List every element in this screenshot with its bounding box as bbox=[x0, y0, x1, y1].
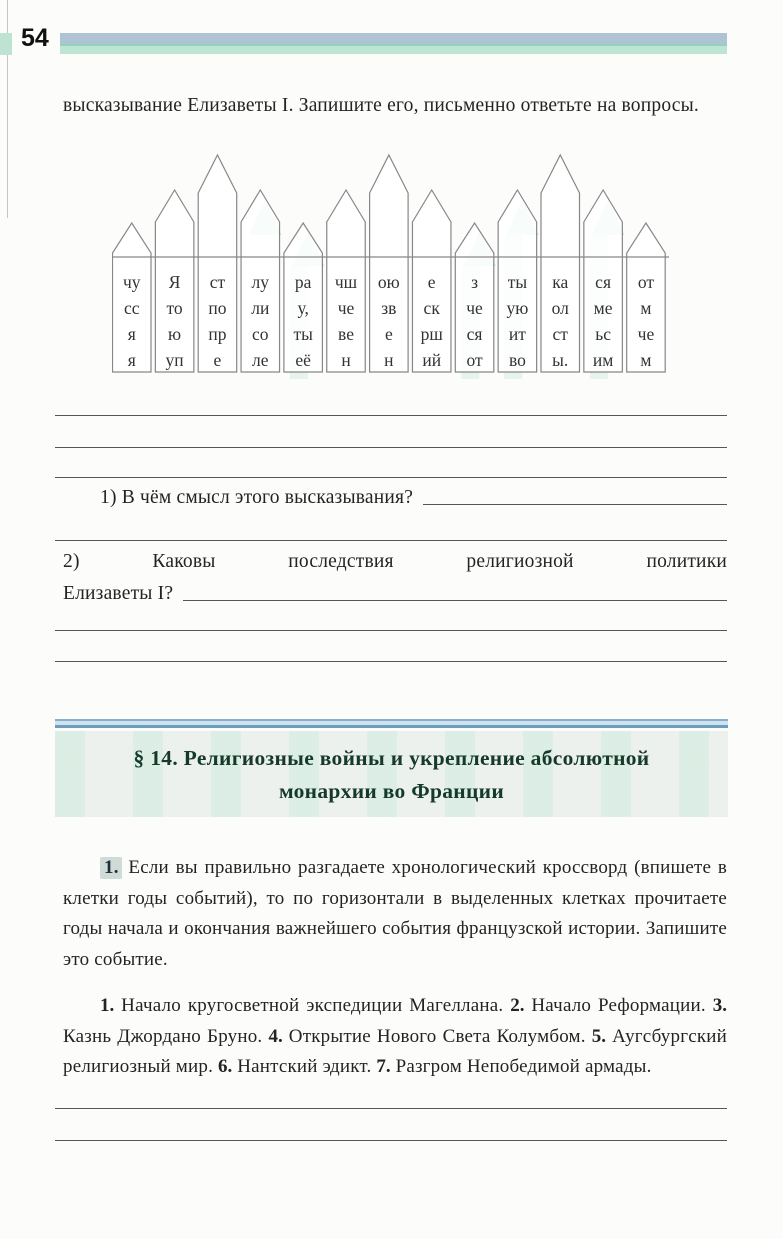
event-number: 7. bbox=[376, 1056, 391, 1077]
fence-cell: ст bbox=[209, 272, 226, 292]
answer-line[interactable] bbox=[423, 504, 727, 505]
fence-puzzle bbox=[112, 148, 670, 380]
question-1-row bbox=[100, 487, 727, 509]
fence-cell: чу bbox=[122, 272, 141, 292]
fence-cell: че bbox=[337, 298, 355, 318]
page-header-bar bbox=[60, 33, 727, 54]
event-number: 5. bbox=[591, 1025, 607, 1047]
fence-cell: я bbox=[127, 350, 136, 370]
fence-cell: сс bbox=[123, 298, 140, 318]
answer-line[interactable] bbox=[55, 447, 727, 448]
fence-cell: Я bbox=[168, 272, 181, 292]
task-text: Если вы правильно разгадаете хронологический кроссворд (впишете в клетки годы событий), то по горизонтали в выделенных клетках прочитаете годы начала и окончания важнейшего события французской истории. Запишите это событие. bbox=[63, 857, 727, 970]
fence-cell: чш bbox=[334, 272, 358, 292]
fence-cell: н bbox=[341, 350, 351, 370]
fence-cell: ра bbox=[294, 272, 312, 292]
fence-cell: ол bbox=[551, 298, 569, 318]
fence-cell: н bbox=[384, 350, 394, 370]
section-title: § 14. Религиозные войны и укрепление абсолютной монархии во Франции bbox=[133, 746, 650, 803]
event-number: 1. bbox=[100, 995, 115, 1016]
event-number: 4. bbox=[268, 1025, 283, 1047]
question-2-line1: 2) Каковы последствия религиозной политики bbox=[63, 551, 727, 572]
fence-cell: ий bbox=[422, 350, 442, 370]
event-number: 6. bbox=[218, 1056, 233, 1077]
question-1-label: 1) В чём смысл этого высказывания? bbox=[100, 487, 414, 508]
answer-line[interactable] bbox=[55, 630, 727, 631]
fence-cell: то bbox=[166, 298, 183, 318]
fence-cell: ся bbox=[595, 272, 612, 292]
fence-cell: им bbox=[592, 350, 614, 370]
fence-cell: я bbox=[127, 324, 136, 344]
answer-line[interactable] bbox=[183, 600, 727, 601]
fence-cell: зв bbox=[381, 298, 397, 318]
page-edge-tab bbox=[0, 33, 12, 55]
fence-cell: у, bbox=[297, 298, 309, 318]
fence-cell: ст bbox=[552, 324, 568, 344]
fence-cell: м bbox=[640, 298, 652, 318]
intro-paragraph: высказывание Елизаветы I. Запишите его, письменно ответьте на вопросы. bbox=[63, 94, 699, 116]
page-number: 54 bbox=[21, 24, 49, 52]
fence-cell: со bbox=[252, 324, 269, 344]
fence-cell: ве bbox=[338, 324, 354, 344]
fence-cell: ую bbox=[506, 298, 529, 318]
fence-cell: её bbox=[295, 350, 311, 370]
question-2-row bbox=[63, 583, 727, 605]
section-divider-rule bbox=[55, 718, 728, 728]
answer-line[interactable] bbox=[55, 1140, 727, 1141]
event-number: 2. bbox=[510, 995, 525, 1016]
fence-cell: че bbox=[637, 324, 655, 344]
events-paragraph: 1. Начало кругосветной экспедиции Магеллана. 2. Начало Реформации. 3. Казнь Джордано Бруно. 4. Открытие Нового Света Колумбом. 5. Аугсбургский религиозный мир. 6. Нантский эдикт. 7. Разгром Непобедимой армады. bbox=[63, 995, 727, 1077]
fence-cell: пр bbox=[208, 324, 227, 344]
answer-line[interactable] bbox=[55, 477, 727, 478]
fence-cell: во bbox=[508, 350, 526, 370]
fence-cell: рш bbox=[420, 324, 443, 344]
fence-cell: ле bbox=[252, 350, 269, 370]
answer-line[interactable] bbox=[55, 661, 727, 662]
question-2-label: Елизаветы I? bbox=[63, 583, 174, 604]
fence-cell: е bbox=[384, 324, 393, 344]
fence-cell: от bbox=[466, 350, 483, 370]
fence-cell: ю bbox=[168, 324, 182, 344]
fence-cell: ы. bbox=[552, 350, 569, 370]
fence-cell: ме bbox=[593, 298, 613, 318]
fence-cell: е bbox=[213, 350, 222, 370]
fence-cell: по bbox=[208, 298, 227, 318]
task-paragraph bbox=[63, 853, 727, 975]
fence-cell: м bbox=[640, 350, 652, 370]
fence-cell: ою bbox=[377, 272, 400, 292]
answer-line[interactable] bbox=[55, 1108, 727, 1109]
fence-cell: лу bbox=[251, 272, 270, 292]
task-number: 1. bbox=[100, 857, 122, 879]
fence-cell: е bbox=[427, 272, 436, 292]
fence-cell: ты bbox=[507, 272, 528, 292]
fence-cell: ся bbox=[466, 324, 483, 344]
fence-cell: ли bbox=[251, 298, 270, 318]
answer-line[interactable] bbox=[55, 540, 727, 541]
fence-cell: з bbox=[471, 272, 479, 292]
fence-cell: че bbox=[466, 298, 483, 318]
fence-cell: ьс bbox=[595, 324, 611, 344]
fence-cell: ка bbox=[552, 272, 569, 292]
fence-cell: уп bbox=[165, 350, 184, 370]
event-number: 3. bbox=[712, 995, 727, 1016]
section-header-box bbox=[55, 731, 728, 817]
fence-cell: ит bbox=[508, 324, 526, 344]
fence-cell: от bbox=[637, 272, 655, 292]
fence-cell: ск bbox=[423, 298, 440, 318]
fence-cell: ты bbox=[293, 324, 313, 344]
answer-line[interactable] bbox=[55, 415, 727, 416]
